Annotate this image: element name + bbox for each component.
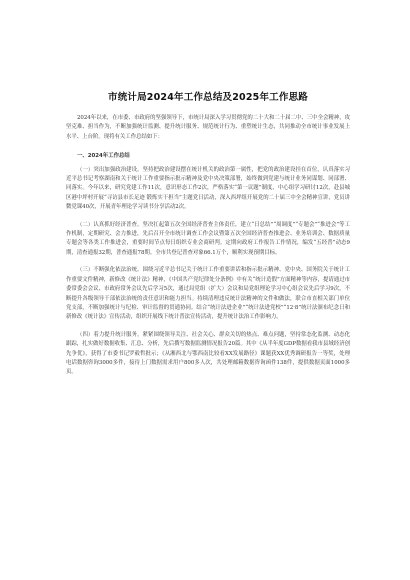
paragraph-economic-census: （二）认真抓好经济普查。坚决扛起第五次全国经济普查主体责任，建立“日总结”“周调度”“专题会”“推进会”等工作机制，定期研究、会力推进，先后召开全市统计调查工作会议暨第五次全国经济普查推进会、业务培训会、数据质量专题会等各类工作推进会，重要时间节点每日组织专业会商研判。定期向政府工作报告工作情况，编发“五经普”动态9期，清查通报32期，普查通报78期。全市共登记普查对象66.1万个，顺利实现预期目标。: [66, 221, 350, 256]
paragraph-rule-of-law: （三）不断强化依法治统。围绕习近平总书记关于统计工作重要讲话和指示批示精神、党中央、国务院关于统计工作重要文件精神，新修改《统计法》精神，《中国共产党纪律处分条例》中有关“统计造假”方面精神等内容，提请通过市委常委会会议、市政府常务会议先后学习5次，通过局党组（扩大）会议和局党组理论学习中心组会议先后学习9次，不断提升各级领导干部依法治统的责任意识和能力担当。持续清理违反统计法精神的文件和做法，联合市直相关部门单位党支部，不断加强统计与纪检、审计监督的贯通协同。结合“统计法进企业”“统计法进党校”“12·8”统计法颁布纪念日和新修改《统计法》宣传活动，组织开展线下统计普法宣传活动，提升统计法治工作影响力。: [66, 267, 350, 321]
intro-paragraph: 2024年以来，在市委、市政府的坚强领导下，市统计局深入学习贯彻党的二十大和二十届二中、三中全会精神，攻坚克难、担当作为，不断加强统计监测、提升统计服务、规范统计行为、重塑统计生态，共同推动全市统计事业发展上水平、上台阶。现将有关工作总结如下：: [66, 115, 350, 140]
paragraph-statistical-service: （四）着力提升统计服务。紧紧围绕领导关注、社会关心、群众关切的热点、难点问题，坚持常态化监测、动态化跟踪，扎实做好数据收集、汇总、分析，先后撰写数据监测情况报告20篇。其中《从半年度GDP数据看我市县域经济创先争优》，获得了市委书记罗毅哲批示；《从湘西北与鄂西南比较看XX发展路径》课题获XX优秀调研报告一等奖，处理电话数据咨询3000多件，接待上门数据需求用户800多人次，共处理邮箱数据咨询函件138件，提供数据页面1000多页。: [66, 331, 350, 376]
paragraph-political-building: （一）突出加强政治建设。坚持把政治建设摆在统计机关的政治第一属性，把党的政治建设挂在首位，认真落实习近平总书记考察湖南和关于统计工作重要指示批示精神及党中央决策部署，始终做到党建与统计业务同谋划、同部署、同落实。今年以来，研究党建工作11次，意识形态工作2次，严格落实“第一议题”制度，中心组学习研讨12次，赴县城区港中坪村开展“寻访县市长足迹 锻炼实干担当”主题党日活动，深入西坪组开展党的二十届三中全会精神宣讲，党员讲微党课40次，开展青年理论学习读书分享活动2次。: [66, 166, 350, 211]
document-title: 市统计局2024年工作总结及2025年工作思路: [108, 92, 308, 103]
section-heading: 一、2024年工作总结: [77, 153, 130, 160]
